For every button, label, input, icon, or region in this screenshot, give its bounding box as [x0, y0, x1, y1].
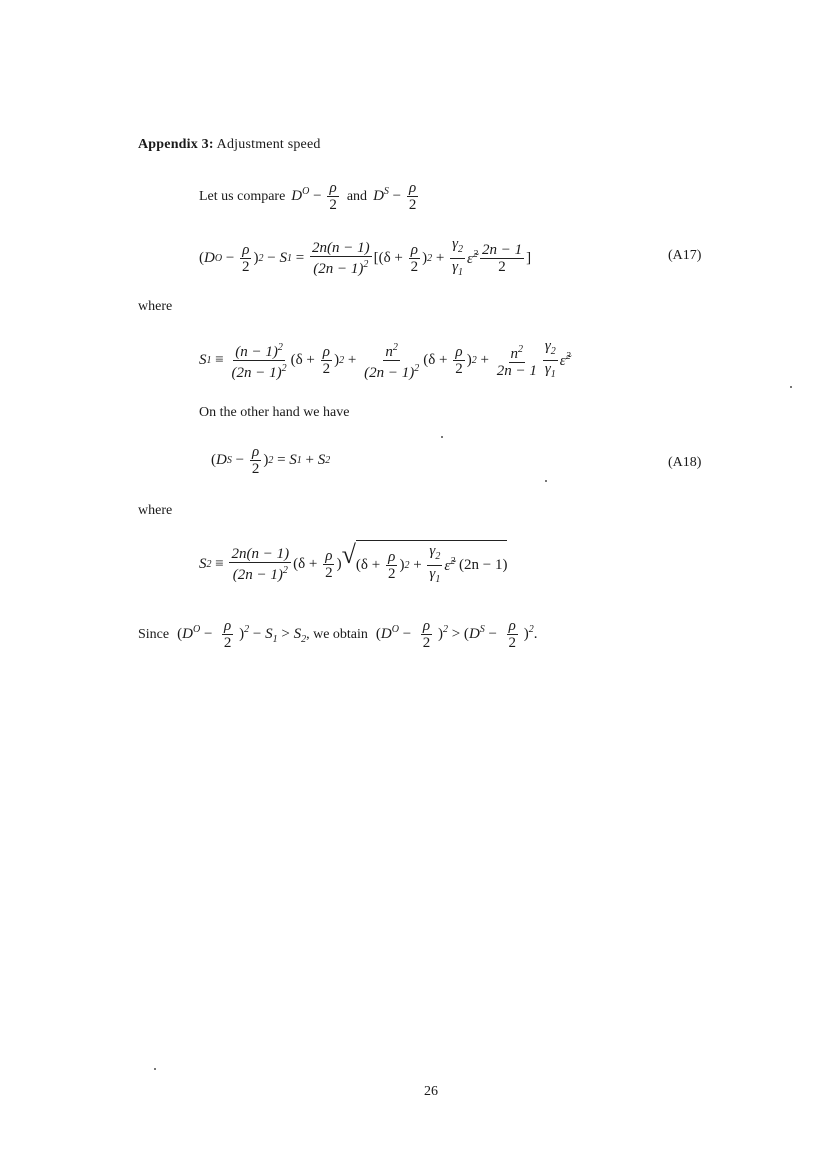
- scan-speck: [154, 1068, 156, 1070]
- square-root: √ (δ + $\frac{\rho}{2}$ ) 2 + $\frac{\gamma_2}{\gamma_1}$ ε̃$^2$ (2n − 1): [342, 540, 508, 588]
- where-text-1: where: [138, 299, 173, 314]
- expr-ds-minus-rho-half: $D^S$ − $\frac{\rho}{2}$: [373, 180, 417, 213]
- expr-do-minus-rho-half: $D^O$ − $\frac{\rho}{2}$: [291, 180, 337, 213]
- intro-conj: and: [346, 188, 368, 204]
- page-number: 26: [424, 1084, 438, 1099]
- section-label: Appendix 3:: [138, 137, 214, 152]
- since-inequality-1: ($D^O$ − $\frac{\rho}{2}$ )$^2 - S_1 > S_2$: [177, 618, 307, 651]
- since-line: [138, 618, 538, 651]
- since-prefix: Since: [138, 626, 170, 642]
- equation-a18: ( D S − $\frac{\rho}{2}$ ) 2 = S 1 + S 2: [211, 444, 331, 477]
- intro-prefix: Let us compare: [199, 188, 286, 204]
- since-inequality-2: ($D^O$ − $\frac{\rho}{2}$ )$^2 > (D^S$ − $\frac{\rho}{2}$ )$^2$.: [375, 618, 538, 651]
- since-middle: , we obtain: [306, 626, 368, 642]
- where-text-2: where: [138, 503, 173, 518]
- equation-s1: S 1 ≡ $\frac{(n - 1)^2}{(2n - 1)^2}$ (δ + $\frac{\rho}{2}$ ) 2 + $\frac{n^2}{(2n - 1)^2}$ (δ + $\frac{\rho}{2}$ ) 2 + $\frac{n^2}{2n - 1}$ $\frac{\gamma_2}{\gamma_1}$ ε̃$^2$: [199, 338, 571, 381]
- scan-speck: [545, 480, 547, 482]
- scan-speck: [790, 386, 792, 388]
- equation-s2: S 2 ≡ $\frac{2n(n - 1)}{(2n - 1)^2}$ (δ + $\frac{\rho}{2}$ ) √ (δ + $\frac{\rho}{2}$ ) 2 + $\frac{\gamma_2}{\gamma_1}$ ε̃$^2$ (2n − 1): [199, 540, 507, 588]
- equation-a17: ( D O − $\frac{\rho}{2}$ ) 2 − S 1 = $\frac{2n(n - 1)}{(2n - 1)^2}$ [(δ + $\frac{\rho}{2}$ ) 2 + $\frac{\gamma_2}{\gamma_1}$ ε̃$^2$ $\frac{2n - 1}{2}$ ]: [199, 236, 532, 278]
- intro-line: [199, 180, 420, 213]
- equation-tag-a18: (A18): [668, 455, 702, 470]
- section-title: Adjustment speed: [216, 137, 321, 152]
- other-hand-text: On the other hand we have: [199, 405, 350, 420]
- equation-tag-a17: (A17): [668, 248, 702, 263]
- scan-speck: [441, 436, 443, 438]
- section-heading: [138, 137, 321, 153]
